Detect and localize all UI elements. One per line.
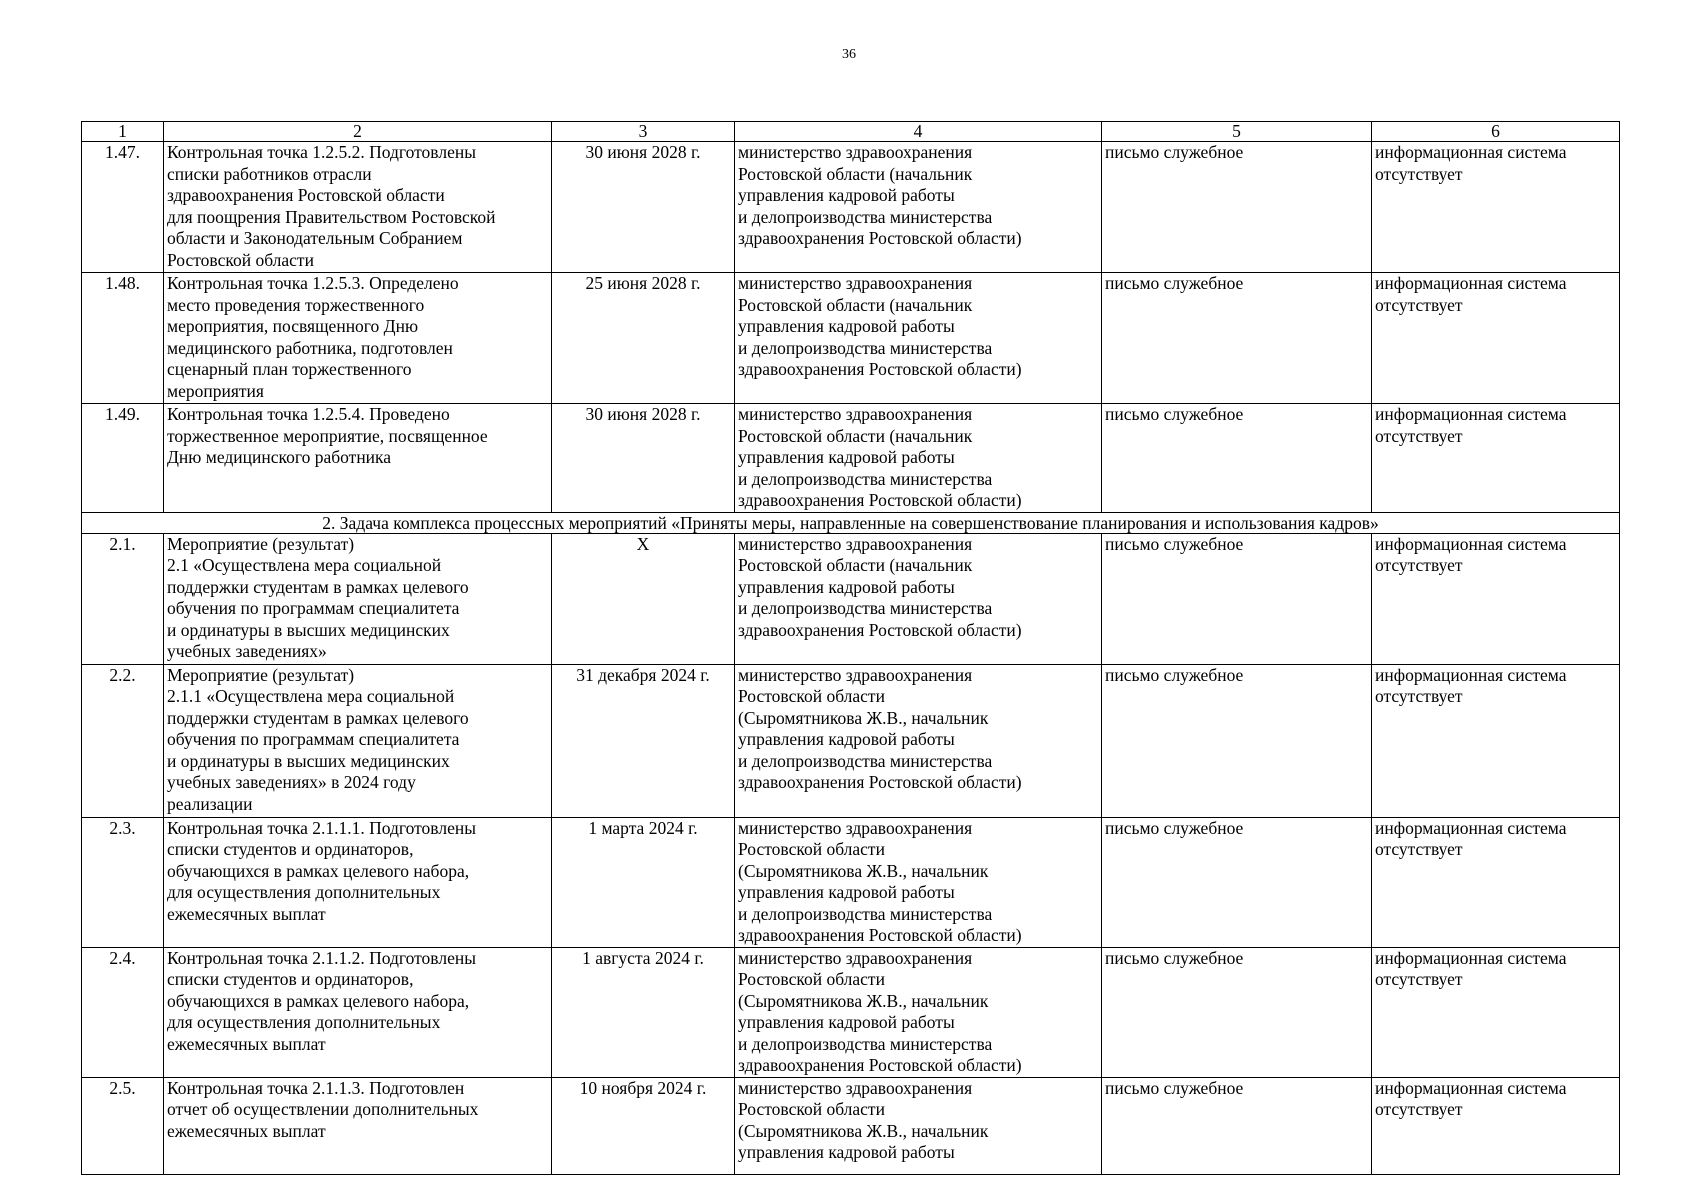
table-row — [82, 817, 1620, 947]
row-deadline: 30 июня 2028 г. — [552, 142, 735, 273]
table-row — [82, 664, 1620, 817]
row-description: Мероприятие (результат) 2.1 «Осуществлена мера социальной поддержки студентам в рамках целевого обучения по программам специалитета и ординатуры в высших медицинских учебных заведениях» — [164, 533, 552, 664]
row-deadline: 25 июня 2028 г. — [552, 273, 735, 404]
row-responsible: министерство здравоохранения Ростовской области (Сыромятникова Ж.В., начальник управления кадровой работы и делопроизводства министерства здравоохранения Ростовской области) — [735, 817, 1102, 947]
row-responsible: министерство здравоохранения Ростовской области (Сыромятникова Ж.В., начальник управления кадровой работы — [735, 1077, 1102, 1174]
row-responsible: министерство здравоохранения Ростовской области (Сыромятникова Ж.В., начальник управления кадровой работы и делопроизводства министерства здравоохранения Ростовской области) — [735, 947, 1102, 1077]
row-information-system: информационная система отсутствует — [1372, 273, 1620, 404]
row-document-type: письмо служебное — [1102, 142, 1372, 273]
row-number: 2.3. — [82, 817, 164, 947]
row-document-type: письмо служебное — [1102, 1077, 1372, 1174]
column-header-5: 5 — [1102, 122, 1372, 142]
row-description: Контрольная точка 1.2.5.4. Проведено торжественное мероприятие, посвященное Дню медицинского работника — [164, 404, 552, 513]
row-document-type: письмо служебное — [1102, 404, 1372, 513]
section-row — [82, 512, 1620, 533]
control-points-table — [81, 121, 1620, 1175]
page-number: 36 — [842, 47, 856, 62]
row-description: Контрольная точка 2.1.1.2. Подготовлены списки студентов и ординаторов, обучающихся в рамках целевого набора, для осуществления дополнительных ежемесячных выплат — [164, 947, 552, 1077]
row-responsible: министерство здравоохранения Ростовской области (начальник управления кадровой работы и делопроизводства министерства здравоохранения Ростовской области) — [735, 404, 1102, 513]
column-header-4: 4 — [735, 122, 1102, 142]
row-responsible: министерство здравоохранения Ростовской области (начальник управления кадровой работы и делопроизводства министерства здравоохранения Ростовской области) — [735, 142, 1102, 273]
row-information-system: информационная система отсутствует — [1372, 664, 1620, 817]
row-responsible: министерство здравоохранения Ростовской области (начальник управления кадровой работы и делопроизводства министерства здравоохранения Ростовской области) — [735, 273, 1102, 404]
row-description: Контрольная точка 2.1.1.3. Подготовлен отчет об осуществлении дополнительных ежемесячных выплат — [164, 1077, 552, 1174]
table-row — [82, 404, 1620, 513]
row-description: Контрольная точка 1.2.5.2. Подготовлены списки работников отрасли здравоохранения Ростовской области для поощрения Правительством Ростовской области и Законодательным Собранием Ростовской области — [164, 142, 552, 273]
section-heading: 2. Задача комплекса процессных мероприятий «Приняты меры, направленные на совершенствование планирования и использования кадров» — [82, 512, 1620, 533]
row-document-type: письмо служебное — [1102, 947, 1372, 1077]
row-number: 2.1. — [82, 533, 164, 664]
row-deadline: 1 марта 2024 г. — [552, 817, 735, 947]
row-document-type: письмо служебное — [1102, 533, 1372, 664]
row-description: Контрольная точка 2.1.1.1. Подготовлены списки студентов и ординаторов, обучающихся в рамках целевого набора, для осуществления дополнительных ежемесячных выплат — [164, 817, 552, 947]
row-number: 2.4. — [82, 947, 164, 1077]
row-information-system: информационная система отсутствует — [1372, 817, 1620, 947]
column-header-2: 2 — [164, 122, 552, 142]
table-row — [82, 1077, 1620, 1174]
column-header-6: 6 — [1372, 122, 1620, 142]
row-document-type: письмо служебное — [1102, 817, 1372, 947]
row-description: Контрольная точка 1.2.5.3. Определено место проведения торжественного мероприятия, посвященного Дню медицинского работника, подготовлен сценарный план торжественного мероприятия — [164, 273, 552, 404]
row-deadline: 10 ноября 2024 г. — [552, 1077, 735, 1174]
table-row — [82, 142, 1620, 273]
row-number: 1.49. — [82, 404, 164, 513]
row-number: 1.47. — [82, 142, 164, 273]
row-responsible: министерство здравоохранения Ростовской области (Сыромятникова Ж.В., начальник управления кадровой работы и делопроизводства министерства здравоохранения Ростовской области) — [735, 664, 1102, 817]
row-deadline: 31 декабря 2024 г. — [552, 664, 735, 817]
row-document-type: письмо служебное — [1102, 273, 1372, 404]
row-description: Мероприятие (результат) 2.1.1 «Осуществлена мера социальной поддержки студентам в рамках целевого обучения по программам специалитета и ординатуры в высших медицинских учебных заведениях» в 2024 году реализации — [164, 664, 552, 817]
row-information-system: информационная система отсутствует — [1372, 404, 1620, 513]
row-deadline: 30 июня 2028 г. — [552, 404, 735, 513]
row-information-system: информационная система отсутствует — [1372, 142, 1620, 273]
column-header-1: 1 — [82, 122, 164, 142]
table-row — [82, 533, 1620, 664]
row-number: 2.5. — [82, 1077, 164, 1174]
row-information-system: информационная система отсутствует — [1372, 1077, 1620, 1174]
row-responsible: министерство здравоохранения Ростовской области (начальник управления кадровой работы и делопроизводства министерства здравоохранения Ростовской области) — [735, 533, 1102, 664]
row-number: 1.48. — [82, 273, 164, 404]
row-deadline: 1 августа 2024 г. — [552, 947, 735, 1077]
row-document-type: письмо служебное — [1102, 664, 1372, 817]
row-number: 2.2. — [82, 664, 164, 817]
row-information-system: информационная система отсутствует — [1372, 947, 1620, 1077]
row-deadline: Х — [552, 533, 735, 664]
column-number-row — [82, 122, 1620, 142]
table-row — [82, 273, 1620, 404]
row-information-system: информационная система отсутствует — [1372, 533, 1620, 664]
column-header-3: 3 — [552, 122, 735, 142]
table-row — [82, 947, 1620, 1077]
